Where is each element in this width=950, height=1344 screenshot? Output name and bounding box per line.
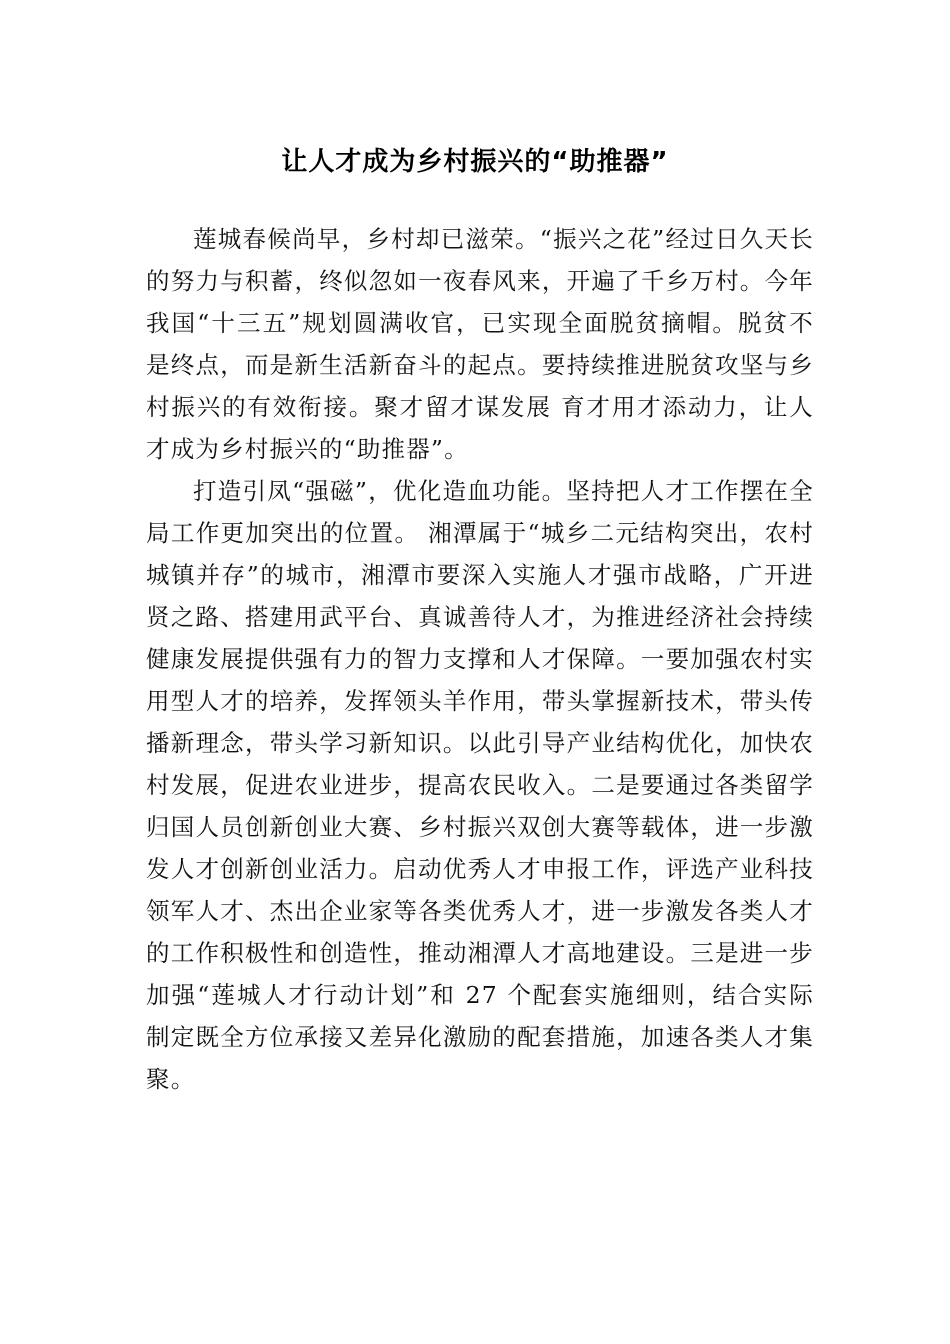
document-body xyxy=(146,218,814,1100)
paragraph-intro: 莲城春候尚早，乡村却已滋荣。“振兴之花”经过日久天长的努力与积蓄，终似忽如一夜春风来，开遍了千乡万村。今年我国“十三五”规划圆满收官，已实现全面脱贫摘帽。脱贫不是终点，而是新生活新奋斗的起点。要持续推进脱贫攻坚与乡村振兴的有效衔接。聚才留才谋发展 育才用才添动力，让人才成为乡村振兴的“助推器”。 xyxy=(146,225,814,463)
document-title: 让人才成为乡村振兴的“助推器” xyxy=(281,147,669,177)
paragraph-talent-policy: 打造引凤“强磁”，优化造血功能。坚持把人才工作摆在全局工作更加突出的位置。 湘潭属于“城乡二元结构突出，农村城镇并存”的城市，湘潭市要深入实施人才强市战略，广开进贤之路、搭建用武平台、真诚善待人才，为推进经济社会持续健康发展提供强有力的智力支撑和人才保障。一要加强农村实用型人才的培养，发挥领头羊作用，带头掌握新技术，带头传播新理念，带头学习新知识。以此引导产业结构优化，加快农村发展，促进农业进步，提高农民收入。二是要通过各类留学归国人员创新创业大赛、乡村振兴双创大赛等载体，进一步激发人才创新创业活力。启动优秀人才申报工作，评选产业科技领军人才、杰出企业家等各类优秀人才，进一步激发各类人才的工作积极性和创造性，推动湘潭人才高地建设。三是进一步加强“莲城人才行动计划”和 27 个配套实施细则，结合实际制定既全方位承接又差异化激励的配套措施，加速各类人才集聚。 xyxy=(146,477,814,1093)
